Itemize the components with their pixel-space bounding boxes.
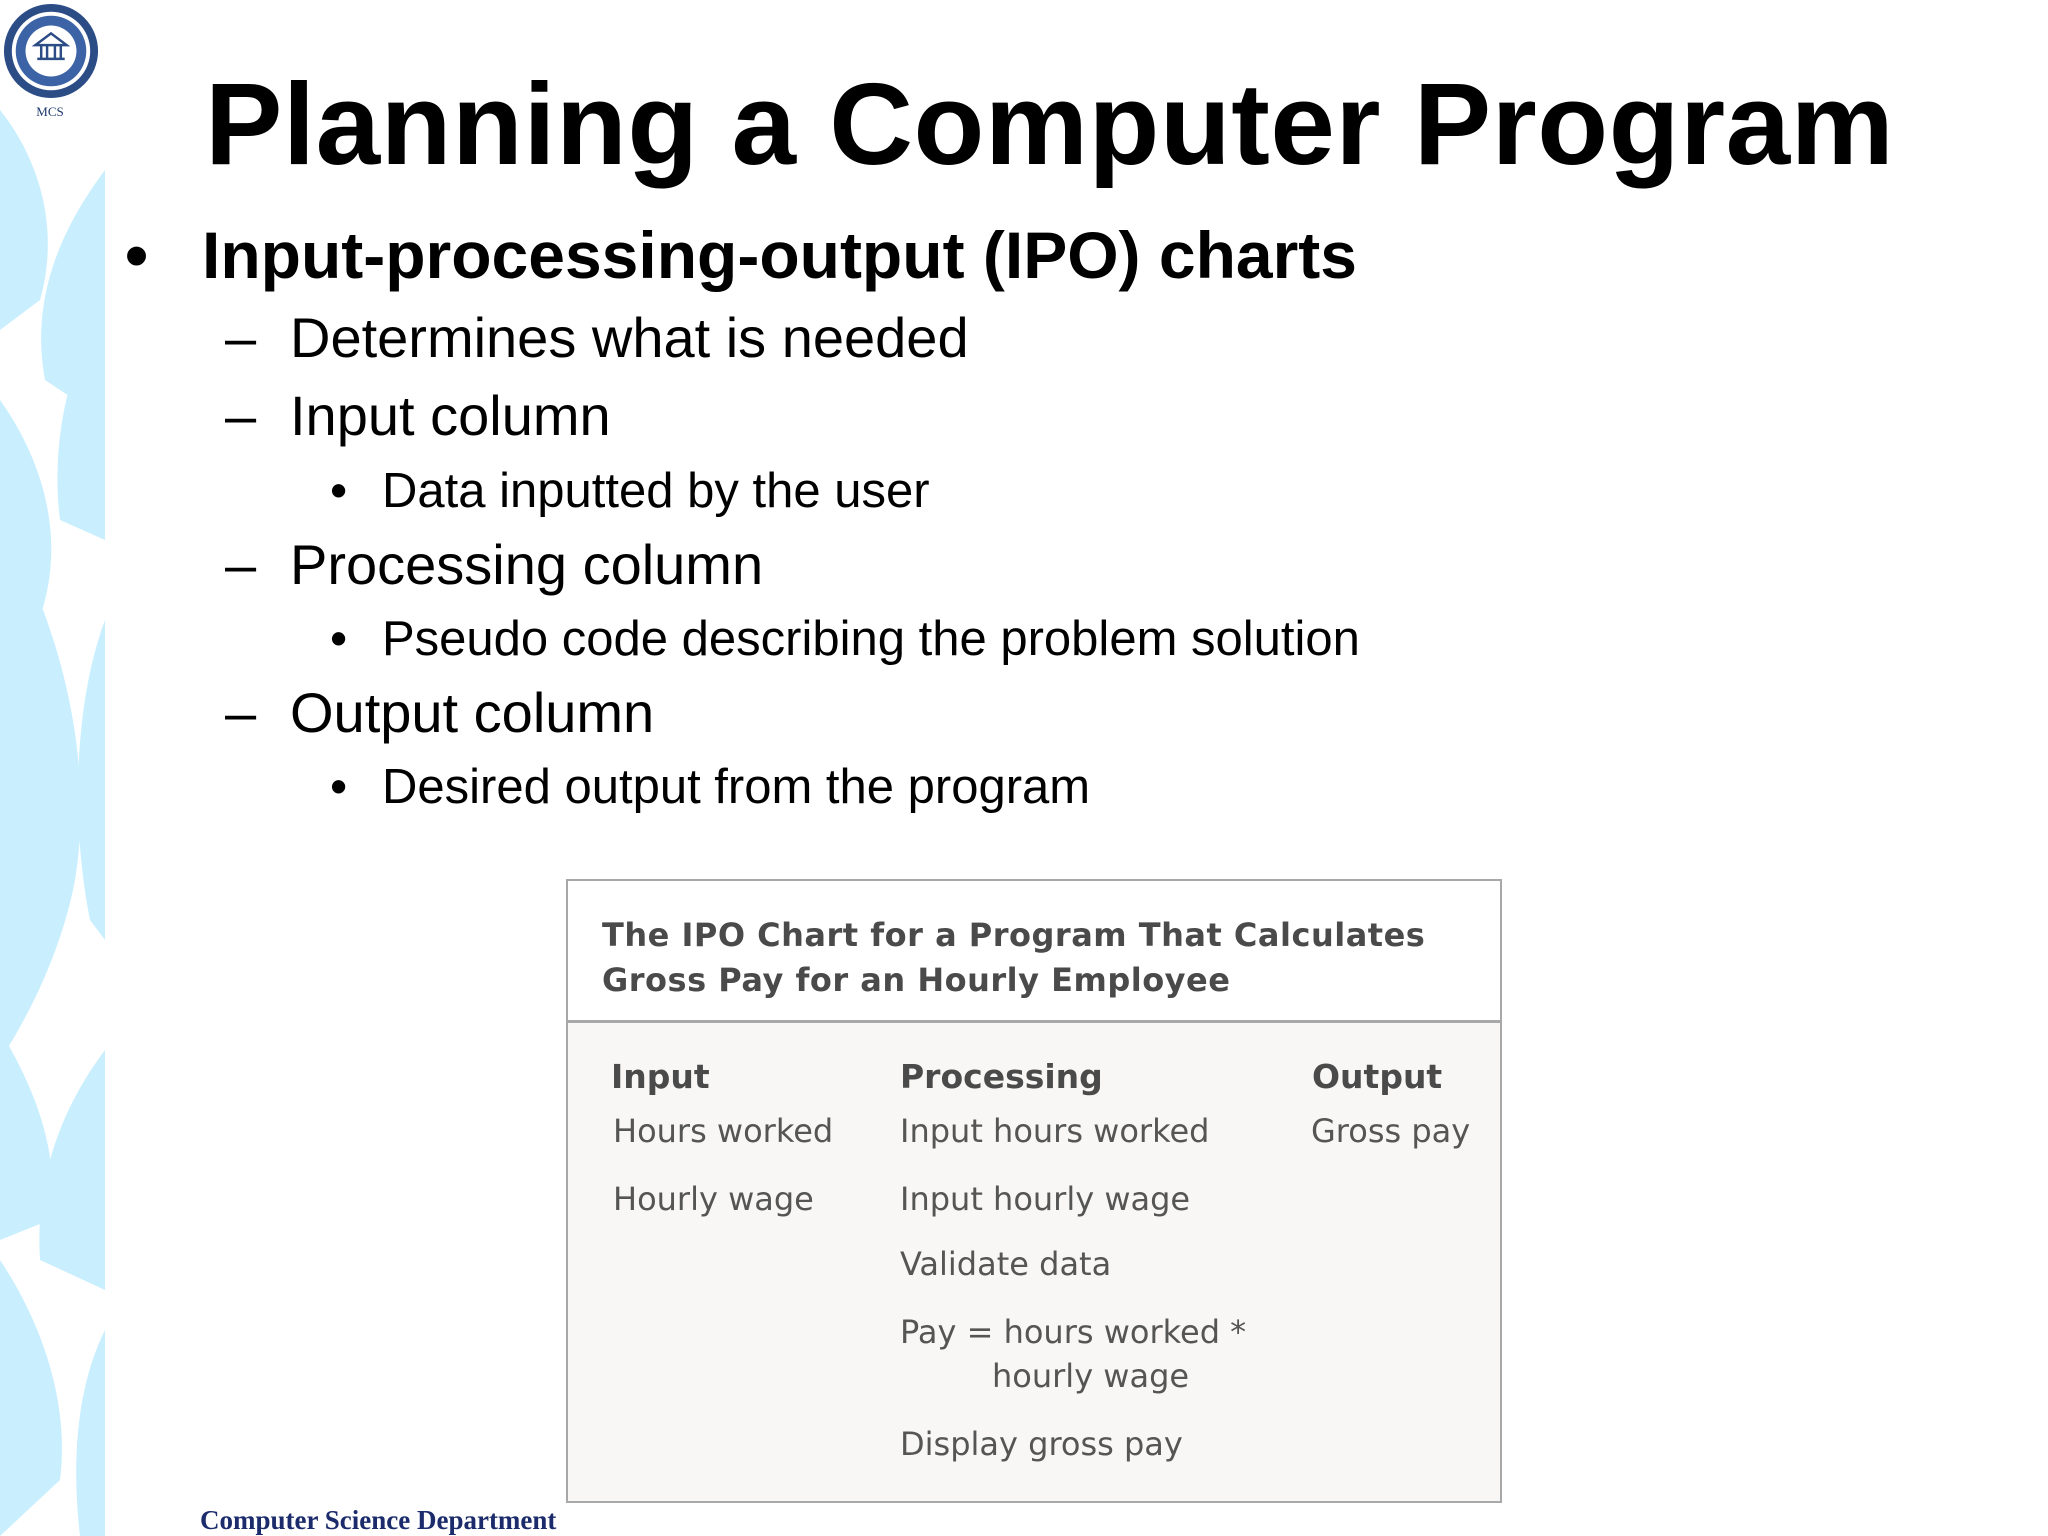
ipo-chart-header <box>568 881 1500 1023</box>
bullet-marker: • <box>330 612 348 666</box>
ipo-caption-line1: The IPO Chart for a Program That Calculates <box>602 916 1426 954</box>
bullet-marker: – <box>225 533 257 596</box>
ipo-output-item: Gross pay <box>1311 1112 1471 1150</box>
bullet-marker: – <box>225 681 257 744</box>
ipo-column-header-input: Input <box>611 1057 710 1096</box>
bullet-marker: – <box>225 384 257 447</box>
bullet-text: Output column <box>290 681 655 744</box>
ipo-processing-item: Display gross pay <box>900 1425 1183 1463</box>
decorative-side-strip <box>0 0 105 1536</box>
ipo-column-header-processing: Processing <box>900 1057 1103 1096</box>
ipo-input-item: Hourly wage <box>613 1180 814 1218</box>
ipo-processing-item: Validate data <box>900 1245 1112 1283</box>
logo-caption: MCS <box>36 104 64 119</box>
ipo-chart-caption <box>602 913 1425 1003</box>
bullet-text: Desired output from the program <box>382 760 1091 814</box>
bullet-marker: – <box>225 306 257 369</box>
bullet-marker: • <box>330 464 348 518</box>
slide-title: Planning a Computer Program <box>205 59 1895 189</box>
ipo-input-item: Hours worked <box>613 1112 834 1150</box>
ipo-processing-item: Pay = hours worked * <box>900 1313 1247 1351</box>
bullet-text: Input-processing-output (IPO) charts <box>202 218 1357 292</box>
ipo-chart-figure <box>566 879 1502 1503</box>
ipo-processing-item: hourly wage <box>992 1357 1190 1395</box>
bullet-text: Determines what is needed <box>290 306 969 369</box>
ipo-column-header-output: Output <box>1312 1057 1443 1096</box>
bullet-text: Pseudo code describing the problem solution <box>382 612 1360 666</box>
ipo-processing-item: Input hourly wage <box>900 1180 1191 1218</box>
bullet-marker: • <box>330 760 348 814</box>
bullet-text: Input column <box>290 384 611 447</box>
ipo-caption-line2: Gross Pay for an Hourly Employee <box>602 961 1231 999</box>
bullet-text: Data inputted by the user <box>382 464 930 518</box>
footer-department: Computer Science Department <box>200 1505 557 1535</box>
bullet-text: Processing column <box>290 533 764 596</box>
bullet-marker: • <box>125 218 149 292</box>
ipo-processing-item: Input hours worked <box>900 1112 1210 1150</box>
university-seal-icon <box>2 2 100 100</box>
